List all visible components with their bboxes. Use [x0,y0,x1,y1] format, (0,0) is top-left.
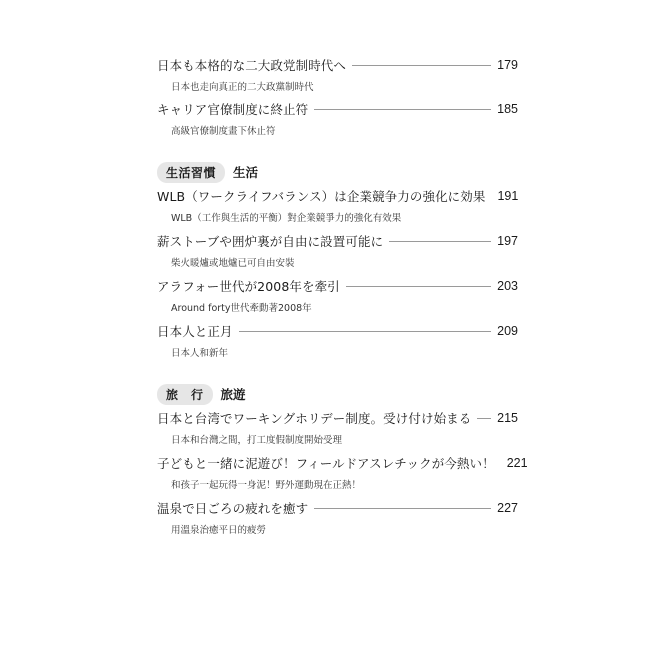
section-label-zh: 生活 [233,165,259,180]
toc-entry[interactable] [157,100,518,137]
section-heading-lifestyle [157,162,258,182]
toc-page-number: 221 [506,456,528,470]
toc-entry-subtitle: 日本和台灣之間，打工度假制度開始受理 [171,435,343,446]
toc-page-number: 197 [497,234,518,248]
leader-line [389,241,491,242]
toc-page-number: 215 [497,411,518,425]
toc-entry-title: 温泉で日ごろの疲れを癒す [157,501,309,516]
toc-entry[interactable] [157,232,518,269]
toc-entry[interactable] [157,454,528,491]
toc-entry-subtitle: Around forty世代牽動著2008年 [171,303,312,314]
toc-entry-title: アラフォー世代が2008年を牽引 [157,279,340,294]
toc-entry-title: 子どもと一緒に泥遊び！フィールドアスレチックが今熱い！ [157,456,495,471]
toc-page-number: 203 [497,279,518,293]
toc-page-number: 209 [497,324,518,338]
toc-entry-subtitle: 高級官僚制度畫下休止符 [171,126,276,137]
toc-entry[interactable] [157,499,518,536]
toc-entry[interactable] [157,56,518,93]
section-label-ja: 旅 行 [157,384,213,405]
toc-entry[interactable] [157,322,518,359]
toc-page-number: 185 [497,102,518,116]
section-heading-travel [157,384,246,404]
leader-line [314,508,491,509]
toc-entry-title: キャリア官僚制度に終止符 [157,102,309,117]
toc-entry-title: 薪ストーブや囲炉裏が自由に設置可能に [157,234,384,249]
toc-page-number: 179 [497,58,518,72]
leader-line [239,331,492,332]
toc-entry-subtitle: 和孩子一起玩得一身泥！野外運動現在正熱！ [171,480,362,491]
toc-entry-title: 日本と台湾でワーキングホリデー制度。受け付け始まる [157,411,472,426]
section-label-ja: 生活習慣 [157,162,225,183]
toc-entry-subtitle: 柴火暖爐或地爐已可自由安裝 [171,258,295,269]
toc-entry-title: 日本も本格的な二大政党制時代へ [157,58,347,73]
toc-entry[interactable] [157,409,518,446]
toc-entry-subtitle: 用溫泉治癒平日的疲勞 [171,525,267,536]
leader-line [346,286,491,287]
leader-line [477,418,491,419]
section-label-zh: 旅遊 [220,387,246,402]
toc-entry[interactable] [157,187,518,224]
toc-entry-title: WLB（ワークライフバランス）は企業競争力の強化に効果 [157,189,486,204]
toc-page-number: 227 [497,501,518,515]
toc-entry[interactable] [157,277,518,314]
leader-line [314,109,491,110]
toc-entry-subtitle: 日本人和新年 [171,348,229,359]
leader-line [352,65,491,66]
toc-entry-subtitle: WLB（工作與生活的平衡）對企業競爭力的強化有效果 [171,213,402,224]
toc-entry-title: 日本人と正月 [157,324,233,339]
toc-page-number: 191 [497,189,519,203]
toc-entry-subtitle: 日本也走向真正的二大政黨制時代 [171,82,314,93]
